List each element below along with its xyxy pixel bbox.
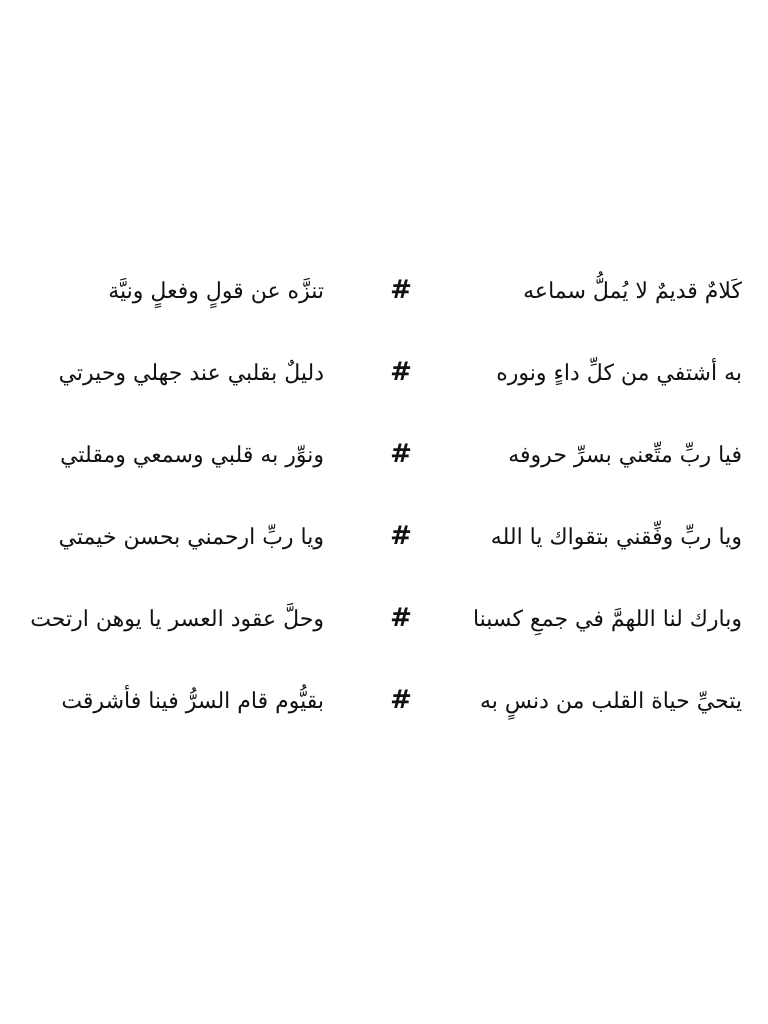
- verse-6-second-hemistich: بقيُّوم قام السرُّ فينا فأشرقت: [61, 689, 324, 714]
- verse-6: [0, 668, 768, 750]
- verse-separator: #: [390, 603, 412, 633]
- verse-5-second-hemistich: وحلَّ عقود العسر يا يوهن ارتحت: [30, 607, 324, 632]
- verse-4-first-hemistich: ويا ربِّ وفِّقني بتقواك يا الله: [490, 525, 742, 550]
- verse-2-second-hemistich: دليلٌ بقلبي عند جهلي وحيرتي: [58, 361, 324, 386]
- verse-1-first-hemistich: كَلامٌ قديمٌ لا يُملُّ سماعه: [523, 279, 742, 304]
- verse-4-second-hemistich: ويا ربِّ ارحمني بحسن خيمتي: [58, 525, 324, 550]
- poem: [0, 258, 768, 750]
- verse-3-first-hemistich: فيا ربِّ متِّعني بسرِّ حروفه: [508, 443, 742, 468]
- verse-3: [0, 422, 768, 504]
- verse-separator: #: [390, 275, 412, 305]
- verse-2-first-hemistich: به أشتفي من كلِّ داءٍ ونوره: [496, 361, 742, 386]
- verse-separator: #: [390, 439, 412, 469]
- verse-separator: #: [390, 357, 412, 387]
- verse-1-second-hemistich: تنزَّه عن قولٍ وفعلٍ ونيَّة: [108, 279, 324, 304]
- verse-separator: #: [390, 685, 412, 715]
- verse-separator: #: [390, 521, 412, 551]
- verse-6-first-hemistich: يتحيِّ حياة القلب من دنسٍ به: [480, 689, 742, 714]
- verse-4: [0, 504, 768, 586]
- verse-2: [0, 340, 768, 422]
- verse-3-second-hemistich: ونوِّر به قلبي وسمعي ومقلتي: [60, 443, 324, 468]
- verse-5: [0, 586, 768, 668]
- verse-1: [0, 258, 768, 340]
- verse-5-first-hemistich: وبارك لنا اللهمَّ في جمعِ كسبنا: [472, 607, 742, 632]
